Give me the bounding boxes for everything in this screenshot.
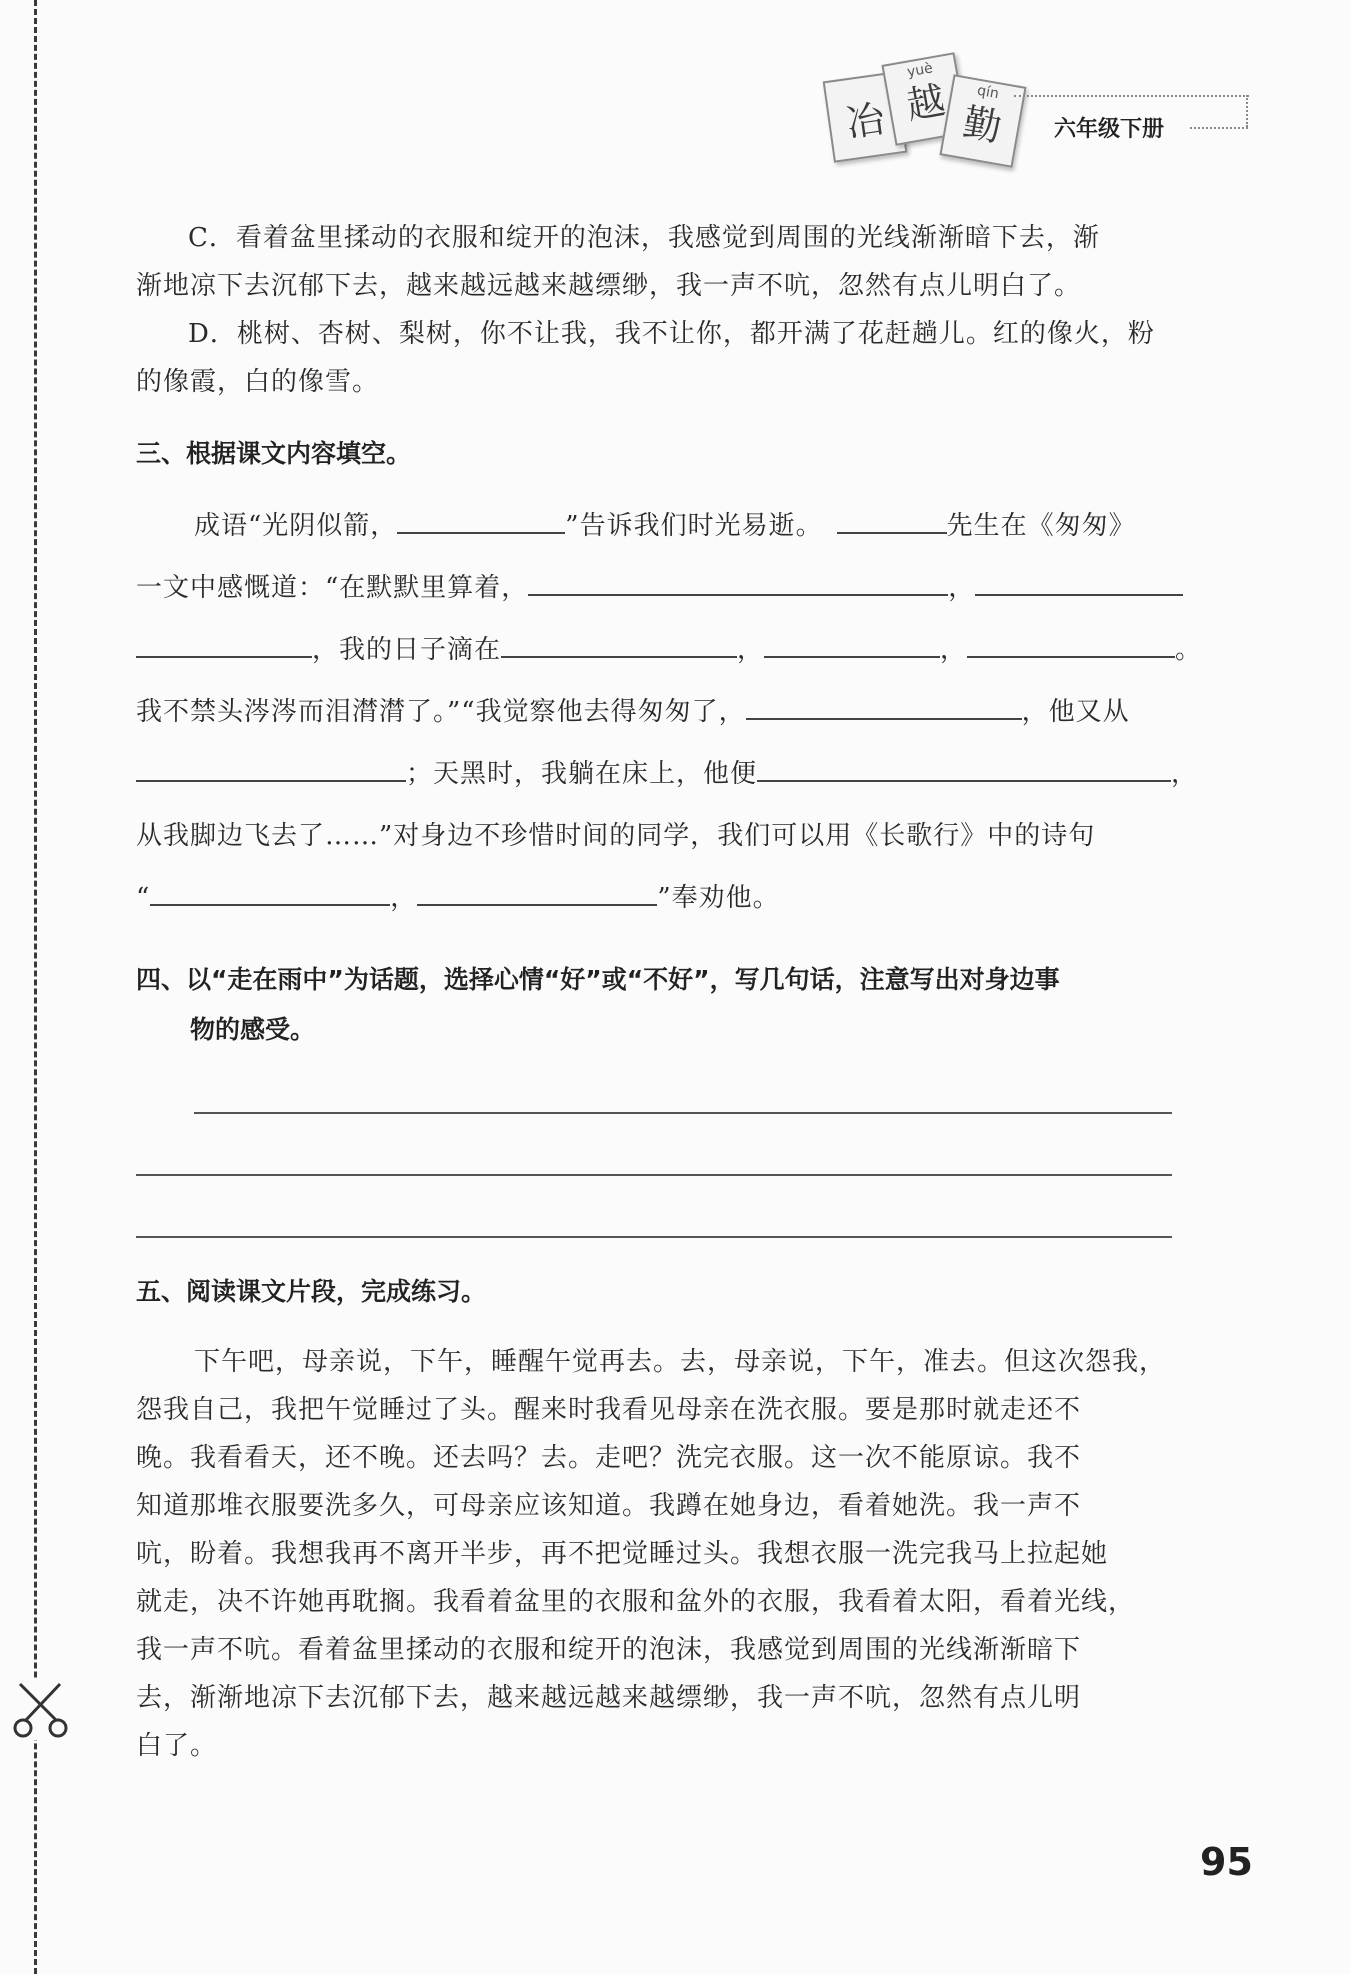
writing-line[interactable] — [136, 1174, 1172, 1176]
header-divider — [1190, 127, 1248, 129]
logo-char: 勤 — [959, 99, 1005, 150]
fill-line-7: “ ， ”奉劝他。 — [136, 878, 780, 918]
section-5-heading: 五、阅读课文片段，完成练习。 — [136, 1277, 487, 1306]
fill-line-1: 成语“光阴似箭， ”告诉我们时光易逝。 先生在《匆匆》 — [194, 506, 1136, 546]
passage-line: 我一声不吭。看着盆里揉动的衣服和绽开的泡沫，我感觉到周围的光线渐渐暗下 — [136, 1635, 1082, 1665]
passage-line: 吭，盼着。我想我再不离开半步，再不把觉睡过头。我想衣服一洗完我马上拉起她 — [136, 1539, 1109, 1569]
answer-blank[interactable] — [501, 630, 737, 658]
passage-line: 知道那堆衣服要洗多久，可母亲应该知道。我蹲在她身边，看着她洗。我一声不 — [136, 1491, 1082, 1521]
answer-blank[interactable] — [967, 630, 1175, 658]
option-c-line1: C．看着盆里揉动的衣服和绽开的泡沫，我感觉到周围的光线渐渐暗下去，渐 — [188, 223, 1100, 253]
logo-char: 越 — [903, 77, 949, 128]
fill-line-5: ；天黑时，我躺在床上，他便 ， — [136, 754, 1198, 794]
logo-tile: yuè 越 — [881, 52, 968, 146]
answer-blank[interactable] — [150, 878, 390, 906]
answer-blank[interactable] — [975, 568, 1183, 596]
passage-line: 晚。我看看天，还不晚。还去吗？去。走吧？洗完衣服。这一次不能原谅。我不 — [136, 1443, 1082, 1473]
answer-blank[interactable] — [837, 506, 947, 534]
answer-blank[interactable] — [746, 692, 1022, 720]
writing-line[interactable] — [194, 1112, 1172, 1114]
answer-blank[interactable] — [136, 630, 312, 658]
option-d-line1: D．桃树、杏树、梨树，你不让我，我不让你，都开满了花赶趟儿。红的像火，粉 — [188, 319, 1155, 349]
section-3-heading: 三、根据课文内容填空。 — [136, 439, 412, 468]
scissors-icon — [12, 1680, 70, 1740]
passage-line: 怨我自己，我把午觉睡过了头。醒来时我看见母亲在洗衣服。要是那时就走还不 — [136, 1395, 1082, 1425]
answer-blank[interactable] — [136, 754, 406, 782]
option-c-line2: 渐地凉下去沉郁下去，越来越远越来越缥缈，我一声不吭，忽然有点儿明白了。 — [136, 271, 1082, 301]
passage-line: 就走，决不许她再耽搁。我看着盆里的衣服和盆外的衣服，我看着太阳，看着光线， — [136, 1587, 1136, 1617]
section-4-heading-cont: 物的感受。 — [190, 1015, 316, 1044]
answer-blank[interactable] — [757, 754, 1171, 782]
answer-blank[interactable] — [397, 506, 565, 534]
header-divider — [1014, 95, 1249, 97]
logo-tile: qín 勤 — [939, 74, 1026, 168]
header-divider — [1246, 95, 1248, 127]
grade-label: 六年级下册 — [1054, 117, 1165, 142]
answer-blank[interactable] — [528, 568, 948, 596]
page-number: 95 — [1200, 1840, 1253, 1884]
logo-char: 冶 — [843, 96, 888, 145]
writing-line[interactable] — [136, 1236, 1172, 1238]
fill-line-3: ，我的日子滴在 ， ， 。 — [136, 630, 1202, 670]
fill-line-6: 从我脚边飞去了……”对身边不珍惜时间的同学，我们可以用《长歌行》中的诗句 — [136, 821, 1096, 851]
passage-line: 去，渐渐地凉下去沉郁下去，越来越远越来越缥缈，我一声不吭，忽然有点儿明 — [136, 1683, 1082, 1713]
answer-blank[interactable] — [417, 878, 657, 906]
cut-line — [34, 0, 37, 1974]
passage-line: 下午吧，母亲说，下午，睡醒午觉再去。去，母亲说，下午，准去。但这次怨我， — [194, 1347, 1167, 1377]
fill-line-4: 我不禁头涔涔而泪潸潸了。”“我觉察他去得匆匆了， ，他又从 — [136, 692, 1130, 732]
series-logo — [828, 48, 1018, 178]
fill-line-2: 一文中感慨道：“在默默里算着， ， — [136, 568, 1183, 608]
section-4-heading: 四、以“走在雨中”为话题，选择心情“好”或“不好”，写几句话，注意写出对身边事 — [136, 965, 1060, 994]
passage-line: 白了。 — [136, 1731, 218, 1761]
option-d-line2: 的像霞，白的像雪。 — [136, 367, 380, 397]
answer-blank[interactable] — [764, 630, 940, 658]
